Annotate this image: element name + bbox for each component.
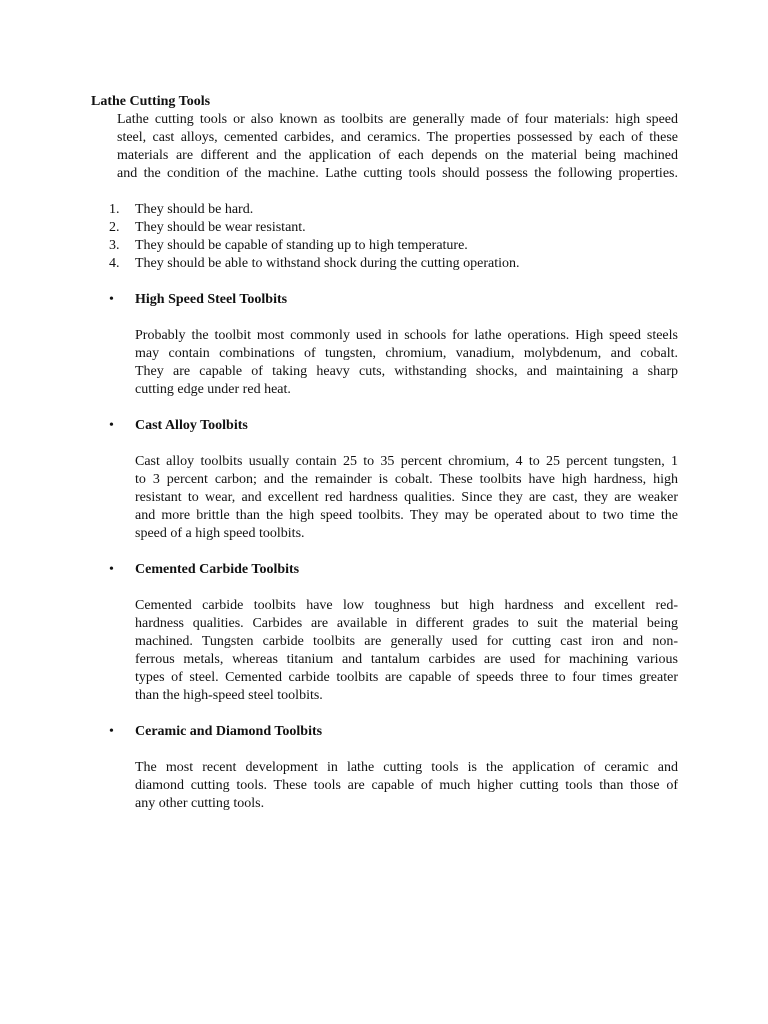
section-heading-text: High Speed Steel Toolbits xyxy=(135,292,288,307)
intro-line: steel, cast alloys, cemented carbides, and ceramics. The properties possessed by each of these xyxy=(117,130,678,145)
bullet-icon: • xyxy=(109,724,114,739)
section-body xyxy=(135,597,678,705)
body-line: machined. Tungsten carbide toolbits are generally used for cutting cast iron and non- xyxy=(135,634,678,649)
section-body xyxy=(135,759,678,813)
list-number: 2. xyxy=(109,220,120,235)
list-number: 1. xyxy=(109,202,120,217)
bullet-icon: • xyxy=(109,292,114,307)
intro-line: materials are different and the application of each depends on the material being machined xyxy=(117,148,678,163)
body-line: They are capable of taking heavy cuts, withstanding shocks, and maintaining a sharp xyxy=(135,364,678,379)
section-heading xyxy=(109,723,679,741)
section-body xyxy=(135,327,678,399)
section-heading-text: Ceramic and Diamond Toolbits xyxy=(135,724,323,739)
body-line: cutting edge under red heat. xyxy=(135,382,291,397)
list-text: They should be able to withstand shock during the cutting operation. xyxy=(135,256,520,271)
list-item xyxy=(109,237,520,255)
document-title: Lathe Cutting Tools xyxy=(91,94,211,109)
body-line: The most recent development in lathe cutting tools is the application of ceramic and xyxy=(135,760,678,775)
section-heading xyxy=(109,291,679,309)
list-text: They should be hard. xyxy=(135,202,254,217)
body-line: Cast alloy toolbits usually contain 25 to 35 percent chromium, 4 to 25 percent tungsten, 1 xyxy=(135,454,678,469)
body-line: any other cutting tools. xyxy=(135,796,265,811)
body-line: and more brittle than the high speed toolbits. They may be operated about to two time the xyxy=(135,508,678,523)
list-text: They should be wear resistant. xyxy=(135,220,306,235)
body-line: Cemented carbide toolbits have low toughness but high hardness and excellent red- xyxy=(135,598,678,613)
section-heading xyxy=(109,561,679,579)
section-body xyxy=(135,453,678,543)
body-line: than the high-speed steel toolbits. xyxy=(135,688,323,703)
bullet-icon: • xyxy=(109,418,114,433)
section-high-speed-steel xyxy=(109,291,679,399)
section-ceramic-diamond xyxy=(109,723,679,813)
section-cemented-carbide xyxy=(109,561,679,705)
list-text: They should be capable of standing up to high temperature. xyxy=(135,238,468,253)
list-number: 3. xyxy=(109,238,120,253)
bullet-icon: • xyxy=(109,562,114,577)
list-item xyxy=(109,201,520,219)
section-heading xyxy=(109,417,679,435)
list-item xyxy=(109,219,520,237)
section-heading-text: Cemented Carbide Toolbits xyxy=(135,562,300,577)
body-line: ferrous metals, whereas titanium and tantalum carbides are used for machining various xyxy=(135,652,678,667)
body-line: Probably the toolbit most commonly used in schools for lathe operations. High speed steels xyxy=(135,328,678,343)
body-line: resistant to wear, and excellent red hardness qualities. Since they are cast, they are weaker xyxy=(135,490,678,505)
body-line: types of steel. Cemented carbide toolbits are capable of speeds three to four times greater xyxy=(135,670,678,685)
list-number: 4. xyxy=(109,256,120,271)
section-cast-alloy xyxy=(109,417,679,543)
body-line: speed of a high speed toolbits. xyxy=(135,526,305,541)
section-heading-text: Cast Alloy Toolbits xyxy=(135,418,248,433)
intro-line: and the condition of the machine. Lathe cutting tools should possess the following properties. xyxy=(117,166,678,181)
intro-paragraph xyxy=(117,111,678,183)
body-line: may contain combinations of tungsten, chromium, vanadium, molybdenum, and cobalt. xyxy=(135,346,678,361)
body-line: to 3 percent carbon; and the remainder is cobalt. These toolbits have high hardness, high xyxy=(135,472,678,487)
properties-list xyxy=(109,201,520,273)
intro-line: Lathe cutting tools or also known as toolbits are generally made of four materials: high speed xyxy=(117,112,678,127)
body-line: diamond cutting tools. These tools are capable of much higher cutting tools than those of xyxy=(135,778,678,793)
list-item xyxy=(109,255,520,273)
body-line: hardness qualities. Carbides are available in different grades to suit the material being xyxy=(135,616,678,631)
